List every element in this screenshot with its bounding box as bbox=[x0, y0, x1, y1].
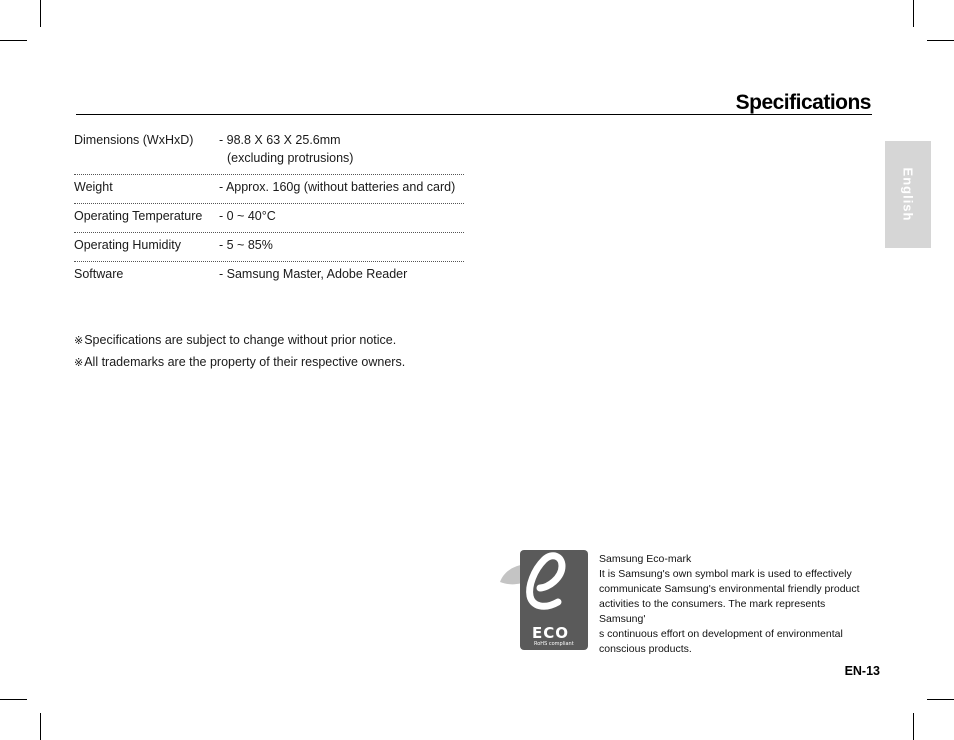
eco-text-line: s continuous effort on development of environmental bbox=[599, 628, 843, 640]
language-tab bbox=[885, 141, 931, 248]
crop-mark bbox=[0, 699, 27, 700]
spec-label: Dimensions (WxHxD) bbox=[74, 133, 194, 147]
spec-value: - Approx. 160g (without batteries and card) bbox=[219, 180, 456, 194]
eco-logo-text: ECO bbox=[532, 624, 570, 642]
crop-mark bbox=[927, 699, 954, 700]
note-item bbox=[74, 330, 405, 352]
language-tab-label: English bbox=[900, 167, 916, 222]
spec-value: - Samsung Master, Adobe Reader bbox=[219, 267, 408, 281]
spec-value-line: - 98.8 X 63 X 25.6mm bbox=[219, 133, 341, 147]
eco-text-line: activities to the consumers. The mark represents Samsung' bbox=[599, 598, 826, 625]
spec-label: Software bbox=[74, 267, 124, 281]
spec-row-weight bbox=[74, 175, 464, 204]
eco-text-line: It is Samsung's own symbol mark is used to effectively bbox=[599, 568, 852, 580]
eco-heading: Samsung Eco-mark bbox=[599, 553, 692, 565]
spec-label: Operating Temperature bbox=[74, 209, 203, 223]
spec-row-software bbox=[74, 262, 464, 290]
eco-text-line: conscious products. bbox=[599, 643, 692, 655]
eco-text-line: communicate Samsung's environmental friendly product bbox=[599, 583, 860, 595]
page-number: EN-13 bbox=[844, 664, 880, 678]
crop-mark bbox=[0, 40, 27, 41]
notes-section bbox=[74, 330, 405, 374]
crop-mark bbox=[40, 0, 41, 27]
eco-description bbox=[599, 552, 874, 657]
note-item bbox=[74, 352, 405, 374]
spec-label: Operating Humidity bbox=[74, 238, 181, 252]
spec-row-dimensions bbox=[74, 128, 464, 175]
crop-mark bbox=[40, 713, 41, 740]
note-text: All trademarks are the property of their respective owners. bbox=[84, 355, 406, 369]
reference-mark-icon: ※ bbox=[74, 335, 84, 347]
crop-mark bbox=[913, 713, 914, 740]
title-divider bbox=[76, 114, 872, 115]
crop-mark bbox=[927, 40, 954, 41]
note-text: Specifications are subject to change without prior notice. bbox=[84, 333, 397, 347]
eco-logo-subtext: RoHS compliant bbox=[534, 641, 574, 647]
page-title: Specifications bbox=[735, 91, 871, 114]
specs-table bbox=[74, 128, 464, 290]
spec-row-temperature bbox=[74, 204, 464, 233]
crop-mark bbox=[913, 0, 914, 27]
spec-value: - 5 ~ 85% bbox=[219, 238, 273, 252]
spec-row-humidity bbox=[74, 233, 464, 262]
spec-value bbox=[219, 131, 464, 167]
spec-value: - 0 ~ 40°C bbox=[219, 209, 276, 223]
spec-label: Weight bbox=[74, 180, 113, 194]
eco-mark-logo bbox=[496, 548, 590, 652]
spec-value-line: (excluding protrusions) bbox=[227, 151, 354, 165]
reference-mark-icon: ※ bbox=[74, 357, 84, 369]
